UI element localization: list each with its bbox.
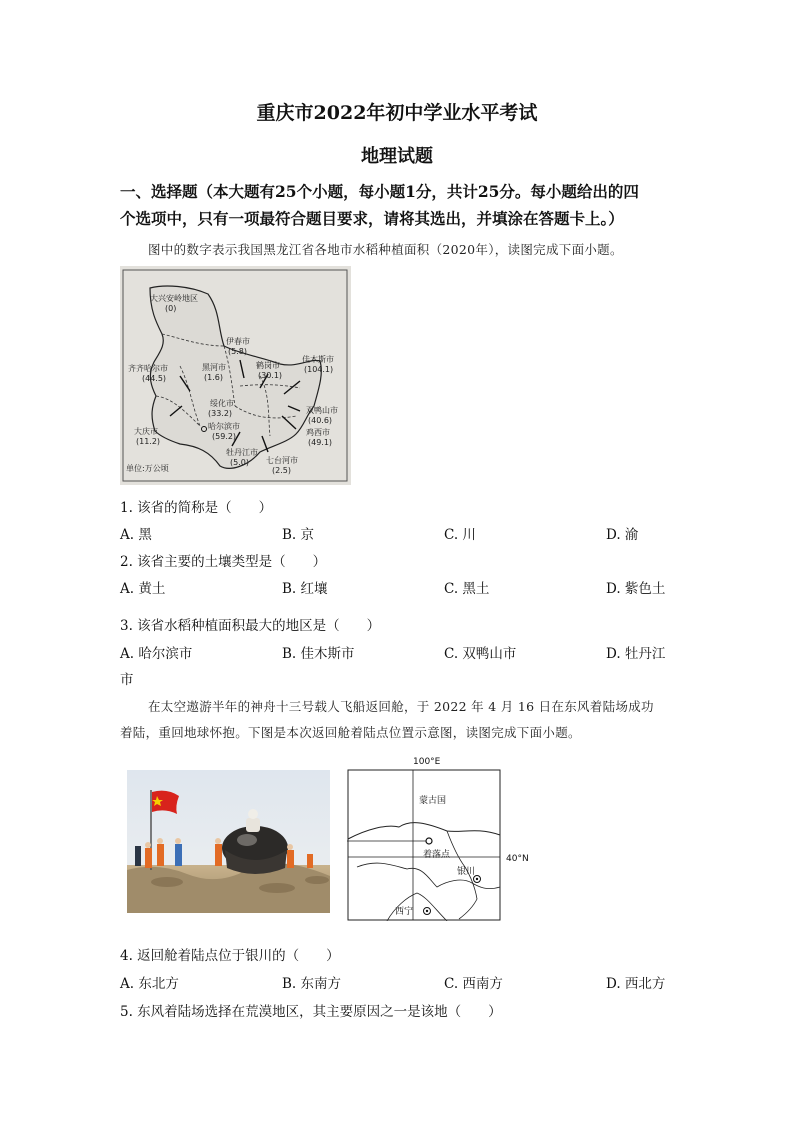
map-place-value: (5.0) [230,458,249,467]
map-place-label: 鸡西市 [306,428,330,437]
map-place-label: 双鸭山市 [306,406,338,415]
q1-option-a[interactable]: A. 黑 [120,527,152,543]
yinchuan-label: 银川 [457,867,476,877]
q1-option-d[interactable]: D. 渝 [606,527,639,543]
map-place-value: (33.2) [208,409,233,418]
q4-option-a[interactable]: A. 东北方 [120,976,179,992]
map-place-label: 哈尔滨市 [208,422,240,431]
question-4-stem: 4. 返回舱着陆点位于银川的（ ） [120,948,340,964]
map-place-label: 黑河市 [202,363,226,372]
map-place-value: (5.8) [228,347,247,356]
map-place-value: (2.5) [272,466,291,475]
map-place-value: (59.2) [212,432,237,441]
map-place-label: 七台河市 [266,456,298,465]
map-place-label: 牡丹江市 [226,448,258,457]
q2-option-a[interactable]: A. 黄土 [120,581,166,597]
map-place-label: 佳木斯市 [302,355,334,364]
xining-label: 西宁 [395,907,414,917]
map-place-value: (40.6) [308,416,333,425]
question-1-stem: 1. 该省的简称是（ ） [120,500,273,516]
q4-option-c[interactable]: C. 西南方 [444,976,503,992]
group2-intro-line2: 着陆，重回地球怀抱。下图是本次返回舱着陆点位置示意图，读图完成下面小题。 [120,725,581,740]
map-place-label: 大庆市 [134,427,158,436]
q3-option-c[interactable]: C. 双鸭山市 [444,646,517,662]
heilongjiang-map [120,266,351,485]
group2-intro-line1: 在太空遨游半年的神舟十三号载人飞船返回舱，于 2022 年 4 月 16 日在东风着陆场成功 [148,699,654,714]
map-place-label: 齐齐哈尔市 [128,364,168,373]
q3-option-b[interactable]: B. 佳木斯市 [282,646,355,662]
return-capsule-photo [127,770,330,913]
q2-option-d[interactable]: D. 紫色土 [606,581,666,597]
map-place-value: (104.1) [304,365,334,374]
map-place-value: (0) [165,304,177,313]
section-heading [120,178,680,232]
q1-option-c[interactable]: C. 川 [444,527,476,543]
map-place-label: 鹤岗市 [256,361,280,370]
landing-location-map [347,769,501,921]
q3-option-a[interactable]: A. 哈尔滨市 [120,646,193,662]
map-place-value: (49.1) [308,438,333,447]
map-place-label: 大兴安岭地区 [150,294,198,303]
section-heading-line2: 个选项中，只有一项最符合题目要求，请将其选出，并填涂在答题卡上。） [120,209,624,228]
q3-option-d[interactable]: D. 牡丹江 [606,646,666,662]
map-place-value: (44.5) [142,374,167,383]
q4-option-d[interactable]: D. 西北方 [606,976,666,992]
section-heading-line1: 一、选择题（本大题有25个小题，每小题1分，共计25分。每小题给出的四 [120,182,639,201]
page-subtitle: 地理试题 [361,146,433,167]
map-place-label: 伊春市 [226,337,250,346]
page-title: 重庆市2022年初中学业水平考试 [256,102,538,124]
q3-option-d-wrap: 市 [120,672,134,688]
landing-point-label: 着落点 [423,850,451,860]
map-place-value: (30.1) [258,371,283,380]
map-place-label: 绥化市 [210,399,234,408]
q2-option-c[interactable]: C. 黑土 [444,581,490,597]
map-place-value: (11.2) [136,437,161,446]
q2-option-b[interactable]: B. 红壤 [282,581,328,597]
question-5-stem: 5. 东风着陆场选择在荒漠地区，其主要原因之一是该地（ ） [120,1004,502,1020]
question-3-stem: 3. 该省水稻种植面积最大的地区是（ ） [120,618,381,634]
longitude-label: 100°E [413,757,441,767]
q4-option-b[interactable]: B. 东南方 [282,976,342,992]
q1-option-b[interactable]: B. 京 [282,527,315,543]
map-unit: 单位:万公顷 [126,464,169,473]
group1-intro: 图中的数字表示我国黑龙江省各地市水稻种植面积（2020年），读图完成下面小题。 [148,242,623,257]
latitude-label: 40°N [506,854,529,864]
mongolia-label: 蒙古国 [419,796,447,806]
map-place-value: (1.6) [204,373,223,382]
question-2-stem: 2. 该省主要的土壤类型是（ ） [120,554,327,570]
